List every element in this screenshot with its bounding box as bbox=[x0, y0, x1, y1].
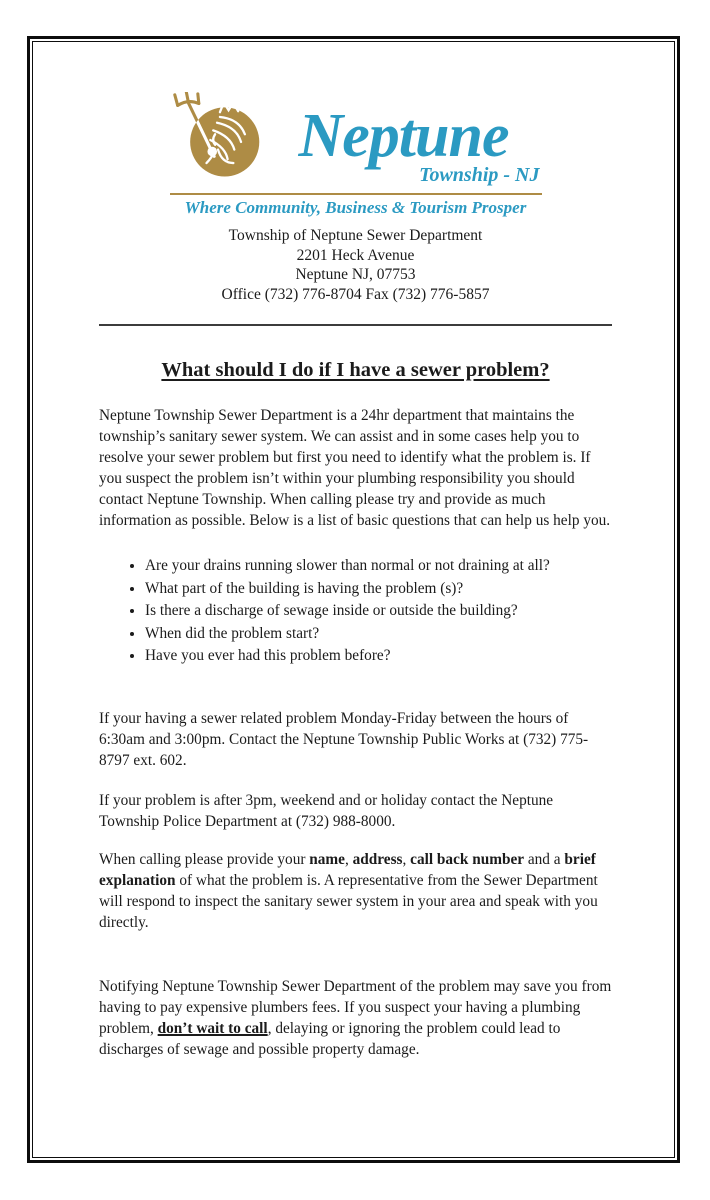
calling-paragraph bbox=[99, 849, 612, 933]
text-segment: address bbox=[352, 851, 403, 868]
section-divider bbox=[99, 324, 612, 326]
page-content bbox=[33, 42, 674, 1157]
document-title bbox=[99, 358, 612, 382]
question-list bbox=[99, 555, 612, 666]
question-item: • Is there a discharge of sewage inside or outside the building? bbox=[145, 600, 612, 621]
text-segment: of what the problem is. A representative from the Sewer Department will respond to inspect the sanitary sewer system in your area and speak with you directly. bbox=[99, 872, 598, 931]
question-item: • Have you ever had this problem before? bbox=[145, 645, 612, 666]
text-segment: Notifying Neptune Township Sewer Department of the problem may save you from having to pay expensive plumbers fees. If you suspect your having a plumbing problem, bbox=[99, 978, 612, 1037]
logo-gold-rule bbox=[170, 193, 542, 195]
letterhead-line-street: 2201 Heck Avenue bbox=[296, 246, 415, 264]
township-logo bbox=[170, 92, 542, 218]
question-item: • When did the problem start? bbox=[145, 623, 612, 644]
text-segment: don’t wait to call bbox=[157, 1020, 268, 1037]
text-segment: name bbox=[309, 851, 345, 868]
intro-paragraph: Neptune Township Sewer Department is a 24hr department that maintains the township’s sanitary sewer system. We can assist and in some cases help you to resolve your sewer problem but first you need to identify what the problem is. If you suspect the problem isn’t within your plumbing responsibility you should contact Neptune Township. When calling please try and provide as much information as possible. Below is a list of basic questions that can help us help you. bbox=[99, 407, 611, 529]
question-item: • What part of the building is having the problem (s)? bbox=[145, 578, 612, 599]
notify-paragraph bbox=[99, 976, 612, 1060]
letterhead-line-department: Township of Neptune Sewer Department bbox=[228, 227, 483, 244]
logo-row bbox=[170, 92, 542, 188]
logo-text bbox=[266, 92, 542, 186]
question-item: • Are your drains running slower than normal or not draining at all? bbox=[145, 555, 612, 576]
document-title-text: What should I do if I have a sewer problem? bbox=[161, 359, 550, 381]
text-segment: , delaying or ignoring the problem could lead to discharges of sewage and possible property damage. bbox=[99, 1020, 561, 1058]
logo-township-label: Township - NJ bbox=[419, 164, 540, 186]
hours-paragraph: If your having a sewer related problem Monday-Friday between the hours of 6:30am and 3:00pm. Contact the Neptune Township Public Works at (732) 775-8797 ext. 602. bbox=[99, 710, 589, 769]
page-border-outer bbox=[27, 36, 680, 1163]
letterhead-line-city: Neptune NJ, 07753 bbox=[295, 266, 416, 283]
neptune-trident-icon bbox=[170, 92, 266, 188]
text-segment: When calling please provide your bbox=[99, 851, 310, 868]
after-hours-paragraph: If your problem is after 3pm, weekend and or holiday contact the Neptune Township Police Department at (732) 988-8000. bbox=[99, 792, 554, 830]
logo-tagline: Where Community, Business & Tourism Prosper bbox=[184, 198, 527, 217]
logo-wordmark: Neptune bbox=[298, 102, 509, 170]
text-segment: call back number bbox=[410, 851, 525, 868]
letterhead-line-phone: Office (732) 776-8704 Fax (732) 776-5857 bbox=[221, 285, 490, 303]
text-segment: brief explanation bbox=[99, 851, 596, 889]
letterhead-address bbox=[99, 226, 612, 304]
page-border-inner bbox=[32, 41, 675, 1158]
text-segment: , bbox=[402, 851, 411, 868]
text-segment: , bbox=[344, 851, 353, 868]
text-segment: and a bbox=[524, 851, 565, 868]
